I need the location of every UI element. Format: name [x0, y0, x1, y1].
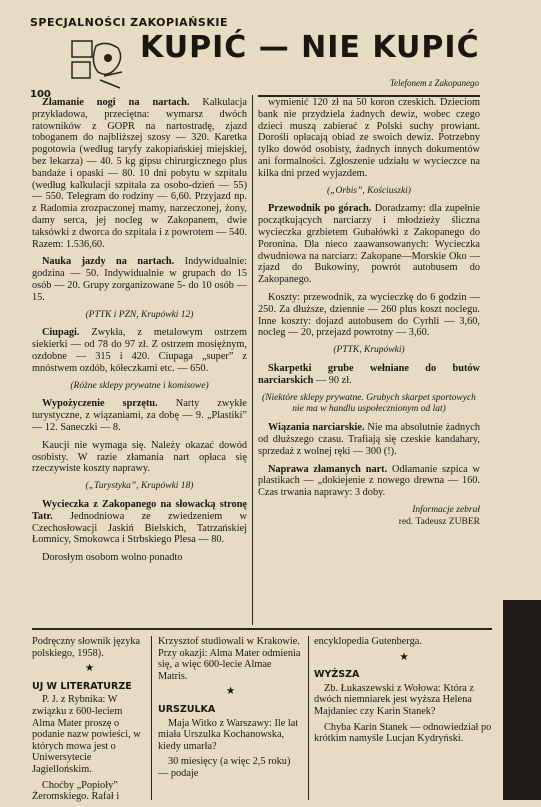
paragraph-bindings: Wiązania narciarskie. Nie ma absolutnie żadnych od dłuższego czasu. Trafiają się czeskie kandahary, sprzedaż z wolnej ręki — 300 (!). [258, 422, 480, 457]
column-divider [252, 95, 253, 625]
paragraph-socks: Skarpetki grube wełniane do butów narciarskich — 90 zł. [258, 362, 480, 386]
right-column [258, 97, 480, 535]
paragraph-deposit: Kaucji nie wymaga się. Należy okazać dowód osobisty. W razie złamania nart opłaca się rzeczywiste koszty naprawy. [32, 439, 247, 475]
bottom-divider [151, 636, 152, 800]
paragraph-continuation: Dorosłym osobom wolno ponadto [42, 552, 183, 564]
bottom-divider [308, 636, 309, 800]
paragraph: Chyba Karin Stanek — odnowiedział po krótkim namyśle Lucjan Kydryński. [314, 721, 492, 745]
section-rule [32, 628, 492, 630]
source-note: („Turystyka”, Krupówki 18) [85, 481, 194, 492]
source-note: (PTTK, Krupówki) [333, 345, 405, 356]
paragraph: P. J. z Rybnika: W związku z 600-leciem Alma Mater proszę o podanie nazw powieści, w których mowa jest o Uniwersytecie Jagiellońskim. [32, 694, 141, 775]
paragraph-ciupagi: Ciupagi. Zwykła, z metalowym ostrzem siekierki — od 78 do 97 zł. Z ostrzem mosiężnym, ozdobne — 315 i 420. Ciupaga „super” z mnóstwem ozdób, kółeczkami etc. — 650. [32, 327, 248, 374]
page-edge-shadow [503, 600, 541, 800]
signature-line2: red. Tadeusz ZUBER [398, 516, 480, 527]
paragraph: encyklopedia Gutenberga. [314, 636, 422, 647]
paragraph: Podręczny słownik języka polskiego, 1958). [32, 636, 141, 659]
paragraph-rental: Wypożyczenie sprzętu. Narty zwykłe turystyczne, z wiązaniami, za dobę — 9. „Plastiki” — 12. Saneczki — 8. [32, 398, 247, 433]
subheading: UJ W LITERATURZE [32, 680, 132, 692]
star-separator: ★ [225, 686, 236, 698]
source-note: (Różne sklepy prywatne i komisowe) [70, 380, 209, 391]
subheading: WYŻSZA [314, 669, 360, 681]
star-separator: ★ [84, 663, 95, 675]
paragraph-repair: Naprawa złamanych nart. Odłamanie szpica w plastikach — „dokiejenie z nowego drewna — 160. Czas trwania naprawy: 3 doby. [258, 463, 480, 499]
bottom-column-1 [32, 636, 147, 807]
paragraph-ski-lessons: Nauka jazdy na nartach. Indywidualnie: godzina — 50. Indywidualnie w grupach do 15 osób — 20. Grupy zorganizowane 5- do 10 osób — 15. [32, 256, 247, 303]
source-note: (Niektóre sklepy prywatne. Grubych skarpet sportowych nie ma w handlu uspołecznionym od lat) [262, 392, 476, 415]
paragraph-guide: Przewodnik po górach. Doradzamy: dla zupełnie początkujących narciarzy i młodzieży śliczna wycieczka grzbietem Gubałówki z Zakopanego do Poronina. Dla nieco zaawansowanych: Wycieczka dwudniowa na narciarz: Zakopane—Morskie Oko — zjazd do Bukowiny, powrót autobusem do Zakopanego. [258, 203, 480, 286]
paragraph-costs: Koszty: przewodnik, za wycieczkę do 6 godzin — 250. Za dłuższe, dziennie — 260 plus koszt noclegu. Inne koszty: dojazd autobusem do Cyrhli — 3,60, nocleg — 20, przejazd powrotny — 3,60. [258, 291, 480, 339]
byline: Telefonem z Zakopanego [389, 78, 479, 88]
star-separator: ★ [399, 651, 409, 663]
bottom-column-2 [158, 636, 303, 784]
left-column [32, 97, 247, 570]
signature-line1: Informacje zebrał [412, 504, 480, 515]
page-number: 100 [30, 89, 51, 100]
paragraph-broken-leg: Złamanie nogi na nartach. Kalkulacja przykładowa, przeciętna: wymarsz dwóch ratowników z GOPR na nartostradę, zjazd toboganem do najbliższej szosy — 320. Karetka pogotowia (według taryfy zakopiańskiej miejskiej, bez lekarza) — 40. 5 kg gipsu chirurgicznego plus bandaże i opaski — 80. 10 dni pobytu w szpitalu (według kalkulacji szpitala za osobo-dzień — 55) — 550. Telegram do rodziny — 6,60. Przyjazd np. z Radomia zrozpaczonej mamy, narzeczonej, żony, damy serca, jej nocleg w Zakopanem, dwie taksówki z dworca do szpitala i z powrotem — 540. Razem: 1.536,60. [32, 97, 247, 250]
paragraph: Krzysztof studiowali w Krakowie. Przy okazji: Alma Mater odmienia się, a więc 600-lecie Almae Matris. [158, 636, 301, 682]
source-note: („Orbis”, Kościuszki) [327, 185, 411, 196]
paragraph-currency: wymienić 120 zł na 50 koron czeskich. Dzieciom bank nie przydziela żadnych dewiz, wobec czego dzieci muszą zabierać z Polski suchy prowiant. Dorośli opłacają obiad ze swoich dewiz. Potrzebny tylko dowód osobisty, żadnych innych dokumentów ani formalności. Zgłoszenie udziału w wycieczce na kilka dni przed wyjazdem. [258, 97, 480, 179]
paragraph: Choćby „Popioły” Żeromskiego. Rafał i [32, 779, 120, 803]
bottom-column-3 [314, 636, 494, 749]
paragraph-excursion: Wycieczka z Zakopanego na słowacką stronę Tatr. Jednodniowa ze zwiedzeniem w Czechosłowacji Jaskiń Bielskich, Tatrzańskiej Łomnicy, Smokowca i Strbskiego Plesa — 80. [32, 498, 247, 546]
paragraph: Maja Witko z Warszawy: Ile lat miała Urszulka Kochanowska, kiedy umarła? [158, 717, 299, 752]
subheading: URSZULKA [158, 703, 216, 715]
section-heading: SPECJALNOŚCI ZAKOPIAŃSKIE [30, 16, 228, 29]
source-note: (PTTK i PZN, Krupówki 12) [85, 309, 194, 320]
decorative-illustration [70, 38, 128, 94]
paragraph: 30 miesięcy (a więc 2,5 roku) — podaje [158, 756, 291, 779]
article-title: KUPIĆ — NIE KUPIĆ [140, 30, 480, 65]
paragraph: Zb. Łukaszewski z Wołowa: Która z dwóch niemniarek jest wyższa Helena Majdaniec czy Karin Stanek? [314, 682, 474, 717]
